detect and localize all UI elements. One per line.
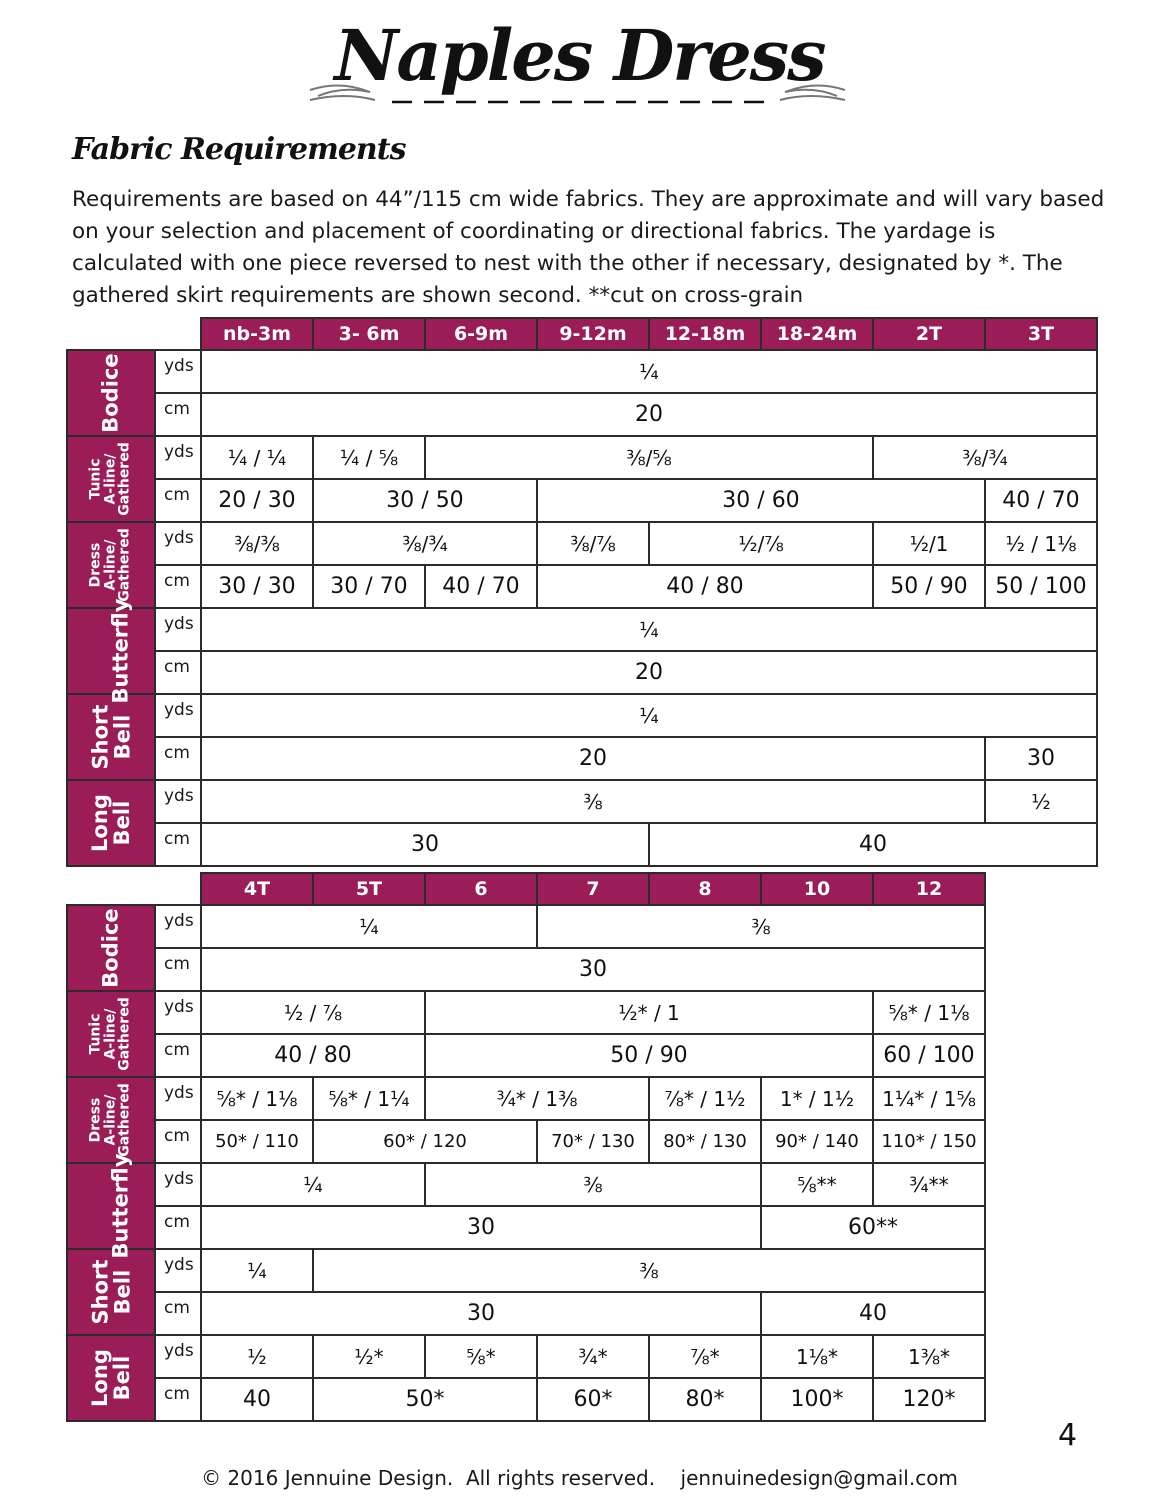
yardage-cell: ½/⅞ [649,522,873,565]
yardage-cell: ⅞* / 1½ [649,1077,761,1120]
table-row [67,905,985,948]
garment-label-text: Butterfly [108,598,133,704]
garment-label [67,1335,155,1421]
table-row [67,1249,985,1292]
garment-label [67,1153,155,1259]
garment-label [67,1077,155,1163]
unit-label: cm [155,823,201,866]
cm-cell: 50 / 90 [873,565,985,608]
yardage-cell: ¼ [201,905,537,948]
yardage-cell: ½* [313,1335,425,1378]
cm-cell: 60* / 120 [313,1120,537,1163]
unit-label: yds [155,350,201,393]
cm-cell: 30 / 50 [313,479,537,522]
garment-label [67,991,155,1077]
cm-cell: 100* [761,1378,873,1421]
header-blank [67,318,201,350]
garment-label-text: Dress A-line/ Gathered [87,1083,134,1157]
garment-label-text: Dress A-line/ Gathered [87,528,134,602]
unit-label: yds [155,1163,201,1206]
table-row [67,393,1097,436]
yardage-cell: ¼ / ¼ [201,436,313,479]
garment-label [67,350,155,436]
yardage-cell: ¼ [201,694,1097,737]
cm-cell: 30 / 60 [537,479,985,522]
yardage-cell: ¼ [201,1163,425,1206]
garment-label [67,522,155,608]
yardage-cell: ⅜ [313,1249,985,1292]
size-header: 18-24m [761,318,873,350]
cm-cell: 70* / 130 [537,1120,649,1163]
garment-label-text: Bodice [98,353,123,433]
cm-cell: 40 [649,823,1097,866]
table-row [67,1163,985,1206]
yardage-cell: ⅞* [649,1335,761,1378]
table-row [67,737,1097,780]
size-header: 9-12m [537,318,649,350]
cm-cell: 60 / 100 [873,1034,985,1077]
yardage-cell: ½* / 1 [425,991,873,1034]
unit-label: yds [155,608,201,651]
cm-cell: 110* / 150 [873,1120,985,1163]
table-row [67,1292,985,1335]
yardage-cell: ⅜/⅞ [537,522,649,565]
yardage-cell: 1⅛* [761,1335,873,1378]
unit-label: yds [155,1249,201,1292]
table-row [67,565,1097,608]
table-row [67,694,1097,737]
unit-label: yds [155,436,201,479]
footer-copyright: © 2016 Jennuine Design. All rights reserved. jennuinedesign@gmail.com [201,1466,958,1490]
garment-label-text: Short Bell [87,704,134,770]
yardage-cell: ⅜/¾ [873,436,1097,479]
cm-cell: 60** [761,1206,985,1249]
yardage-cell: ½ [201,1335,313,1378]
size-header: 7 [537,873,649,905]
unit-label: yds [155,522,201,565]
size-header: 3T [985,318,1097,350]
yardage-cell: ⅜ [537,905,985,948]
section-heading: Fabric Requirements [72,132,406,167]
yardage-cell: 1⅜* [873,1335,985,1378]
yardage-cell: ¼ / ⅝ [313,436,425,479]
unit-label: yds [155,905,201,948]
table-row [67,823,1097,866]
yardage-cell: ¾** [873,1163,985,1206]
size-header: 12-18m [649,318,761,350]
size-header: 12 [873,873,985,905]
cm-cell: 30 / 70 [313,565,425,608]
yardage-cell: ⅝* / 1¼ [313,1077,425,1120]
yardage-cell: ¾* / 1⅜ [425,1077,649,1120]
page-number: 4 [1058,1418,1078,1453]
garment-label [67,694,155,780]
garment-label-text: Butterfly [108,1153,133,1259]
garment-label-text: Tunic A-line/ Gathered [87,442,134,516]
garment-label [67,1249,155,1335]
size-header: 2T [873,318,985,350]
yardage-cell: ⅜/⅝ [425,436,873,479]
unit-label: cm [155,651,201,694]
requirements-table-child [66,872,986,1422]
garment-label [67,780,155,866]
size-header: 6 [425,873,537,905]
table-row [67,948,985,991]
header-blank [67,873,201,905]
cm-cell: 40 [761,1292,985,1335]
cm-cell: 80* [649,1378,761,1421]
cm-cell: 50* / 110 [201,1120,313,1163]
unit-label: cm [155,1378,201,1421]
table-row [67,1378,985,1421]
unit-label: yds [155,1077,201,1120]
table-row [67,608,1097,651]
size-header: 10 [761,873,873,905]
yardage-cell: ½ [985,780,1097,823]
size-header: 5T [313,873,425,905]
cm-cell: 80* / 130 [649,1120,761,1163]
yardage-cell: 1¼* / 1⅝ [873,1077,985,1120]
unit-label: cm [155,479,201,522]
unit-label: yds [155,780,201,823]
table-row [67,350,1097,393]
cm-cell: 20 / 30 [201,479,313,522]
table-row [67,1034,985,1077]
unit-label: cm [155,737,201,780]
cm-cell: 120* [873,1378,985,1421]
table-row [67,436,1097,479]
unit-label: cm [155,1292,201,1335]
cm-cell: 50* [313,1378,537,1421]
cm-cell: 40 / 70 [425,565,537,608]
table-row [67,991,985,1034]
table-row [67,479,1097,522]
yardage-cell: ⅝* [425,1335,537,1378]
yardage-cell: ⅝** [761,1163,873,1206]
cm-cell: 20 [201,393,1097,436]
cm-cell: 30 [201,823,649,866]
yardage-cell: ¼ [201,350,1097,393]
yardage-cell: ⅝* / 1⅛ [201,1077,313,1120]
table-row [67,780,1097,823]
unit-label: cm [155,1206,201,1249]
garment-label-text: Tunic A-line/ Gathered [87,997,134,1071]
yardage-cell: ½/1 [873,522,985,565]
yardage-cell: ¼ [201,1249,313,1292]
cm-cell: 30 [201,1292,761,1335]
table-row [67,651,1097,694]
garment-label [67,905,155,991]
cm-cell: 40 / 80 [537,565,873,608]
title-flourish [300,78,860,108]
garment-label [67,436,155,522]
cm-cell: 60* [537,1378,649,1421]
page-title: Naples Dress [334,14,825,97]
intro-paragraph: Requirements are based on 44”/115 cm wide fabrics. They are approximate and will vary based on your selection and placement of coordinating or directional fabrics. The yardage is calculated with one piece reversed to nest with the other if necessary, designated by *. The gathered skirt requirements are shown second. **cut on cross-grain [72,187,1105,308]
unit-label: yds [155,991,201,1034]
garment-label-text: Bodice [98,908,123,988]
yardage-cell: ⅜ [425,1163,761,1206]
unit-label: yds [155,694,201,737]
table-row [67,1077,985,1120]
yardage-cell: ⅜/⅜ [201,522,313,565]
unit-label: cm [155,393,201,436]
garment-label-text: Long Bell [87,794,134,852]
garment-label-text: Short Bell [87,1259,134,1325]
cm-cell: 40 [201,1378,313,1421]
cm-cell: 30 [201,1206,761,1249]
size-header: 4T [201,873,313,905]
unit-label: yds [155,1335,201,1378]
yardage-cell: 1* / 1½ [761,1077,873,1120]
yardage-cell: ¼ [201,608,1097,651]
cm-cell: 50 / 100 [985,565,1097,608]
size-header: 6-9m [425,318,537,350]
unit-label: cm [155,1034,201,1077]
size-header: 8 [649,873,761,905]
yardage-cell: ½ / ⅞ [201,991,425,1034]
yardage-cell: ⅜ [201,780,985,823]
garment-label [67,598,155,704]
cm-cell: 40 / 80 [201,1034,425,1077]
requirements-table-infant [66,317,1098,867]
yardage-cell: ⅝* / 1⅛ [873,991,985,1034]
unit-label: cm [155,565,201,608]
cm-cell: 90* / 140 [761,1120,873,1163]
cm-cell: 20 [201,651,1097,694]
size-header: nb-3m [201,318,313,350]
table-row [67,1335,985,1378]
table-row [67,1206,985,1249]
size-header: 3- 6m [313,318,425,350]
cm-cell: 40 / 70 [985,479,1097,522]
yardage-cell: ⅜/¾ [313,522,537,565]
yardage-cell: ½ / 1⅛ [985,522,1097,565]
cm-cell: 30 [985,737,1097,780]
unit-label: cm [155,1120,201,1163]
table-row [67,1120,985,1163]
table-row [67,522,1097,565]
unit-label: cm [155,948,201,991]
cm-cell: 30 [201,948,985,991]
garment-label-text: Long Bell [87,1349,134,1407]
cm-cell: 20 [201,737,985,780]
cm-cell: 50 / 90 [425,1034,873,1077]
yardage-cell: ¾* [537,1335,649,1378]
cm-cell: 30 / 30 [201,565,313,608]
